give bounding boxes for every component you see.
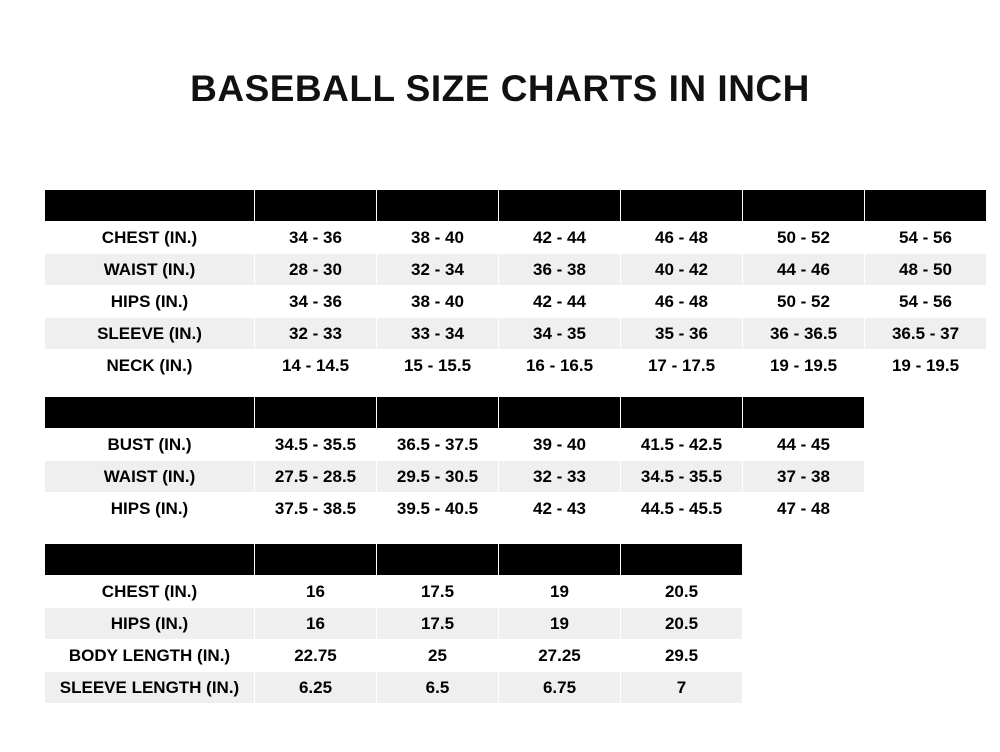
- row-label: HIPS (IN.): [45, 286, 255, 318]
- cell: 39 - 40: [499, 429, 621, 461]
- cell: 54 - 56: [865, 286, 987, 318]
- cell: 20.5: [621, 576, 743, 608]
- youth-size-table: [44, 543, 743, 704]
- cell: 44.5 - 45.5: [621, 493, 743, 525]
- table-row: [45, 640, 743, 672]
- column-header: 2XL: [743, 190, 865, 222]
- table-row: [45, 493, 865, 525]
- row-label: CHEST (IN.): [45, 576, 255, 608]
- table-header-row: [45, 190, 987, 222]
- cell: 16: [255, 608, 377, 640]
- cell: 6.25: [255, 672, 377, 704]
- cell: 37.5 - 38.5: [255, 493, 377, 525]
- cell: 27.5 - 28.5: [255, 461, 377, 493]
- cell: 17.5: [377, 608, 499, 640]
- row-label: SLEEVE (IN.): [45, 318, 255, 350]
- row-label: WAIST (IN.): [45, 461, 255, 493]
- table-header-row: [45, 544, 743, 576]
- table-row: [45, 286, 987, 318]
- cell: 19 - 19.5: [743, 350, 865, 382]
- cell: 16: [255, 576, 377, 608]
- column-header: S: [255, 397, 377, 429]
- cell: 36.5 - 37: [865, 318, 987, 350]
- mens-size-table: [44, 189, 987, 382]
- cell: 29.5 - 30.5: [377, 461, 499, 493]
- row-label: CHEST (IN.): [45, 222, 255, 254]
- row-label: HIPS (IN.): [45, 608, 255, 640]
- cell: 34.5 - 35.5: [621, 461, 743, 493]
- cell: 44 - 46: [743, 254, 865, 286]
- cell: 22.75: [255, 640, 377, 672]
- cell: 38 - 40: [377, 222, 499, 254]
- cell: 50 - 52: [743, 286, 865, 318]
- cell: 42 - 44: [499, 286, 621, 318]
- row-label: NECK (IN.): [45, 350, 255, 382]
- column-header: XL: [621, 190, 743, 222]
- cell: 46 - 48: [621, 286, 743, 318]
- row-label: BODY LENGTH (IN.): [45, 640, 255, 672]
- table-row: [45, 672, 743, 704]
- cell: 35 - 36: [621, 318, 743, 350]
- table-row: [45, 222, 987, 254]
- row-label: HIPS (IN.): [45, 493, 255, 525]
- table-row: [45, 350, 987, 382]
- cell: 25: [377, 640, 499, 672]
- table-header-row: [45, 397, 865, 429]
- column-header: 2XL: [743, 397, 865, 429]
- column-header: L: [499, 397, 621, 429]
- cell: 32 - 33: [255, 318, 377, 350]
- cell: 17 - 17.5: [621, 350, 743, 382]
- page-title: BASEBALL SIZE CHARTS IN INCH: [190, 68, 810, 109]
- cell: 34 - 36: [255, 222, 377, 254]
- cell: 6.5: [377, 672, 499, 704]
- column-header: M: [377, 544, 499, 576]
- column-header: M: [377, 190, 499, 222]
- column-header: L: [499, 190, 621, 222]
- cell: 44 - 45: [743, 429, 865, 461]
- cell: 34 - 35: [499, 318, 621, 350]
- column-header: S: [255, 544, 377, 576]
- table-row: [45, 608, 743, 640]
- column-header: 3XL: [865, 190, 987, 222]
- cell: 16 - 16.5: [499, 350, 621, 382]
- table-row: [45, 254, 987, 286]
- cell: 48 - 50: [865, 254, 987, 286]
- table-row: [45, 429, 865, 461]
- cell: 42 - 43: [499, 493, 621, 525]
- cell: 19: [499, 576, 621, 608]
- cell: 42 - 44: [499, 222, 621, 254]
- column-header: MEN'S: [45, 190, 255, 222]
- womens-size-table: [44, 396, 865, 525]
- cell: 39.5 - 40.5: [377, 493, 499, 525]
- cell: 54 - 56: [865, 222, 987, 254]
- table-row: [45, 318, 987, 350]
- cell: 14 - 14.5: [255, 350, 377, 382]
- cell: 41.5 - 42.5: [621, 429, 743, 461]
- cell: 32 - 34: [377, 254, 499, 286]
- cell: 37 - 38: [743, 461, 865, 493]
- cell: 34 - 36: [255, 286, 377, 318]
- row-label: WAIST (IN.): [45, 254, 255, 286]
- column-header: XL: [621, 544, 743, 576]
- column-header: M: [377, 397, 499, 429]
- cell: 15 - 15.5: [377, 350, 499, 382]
- row-label: SLEEVE LENGTH (IN.): [45, 672, 255, 704]
- cell: 50 - 52: [743, 222, 865, 254]
- cell: 7: [621, 672, 743, 704]
- cell: 20.5: [621, 608, 743, 640]
- column-header: WOMEN'S: [45, 397, 255, 429]
- cell: 28 - 30: [255, 254, 377, 286]
- table-row: [45, 461, 865, 493]
- row-label: BUST (IN.): [45, 429, 255, 461]
- column-header: L: [499, 544, 621, 576]
- cell: 33 - 34: [377, 318, 499, 350]
- cell: 19: [499, 608, 621, 640]
- column-header: YOUTH: [45, 544, 255, 576]
- cell: 47 - 48: [743, 493, 865, 525]
- cell: 29.5: [621, 640, 743, 672]
- table-row: [45, 576, 743, 608]
- cell: 40 - 42: [621, 254, 743, 286]
- column-header: S: [255, 190, 377, 222]
- cell: 46 - 48: [621, 222, 743, 254]
- cell: 6.75: [499, 672, 621, 704]
- cell: 32 - 33: [499, 461, 621, 493]
- cell: 36.5 - 37.5: [377, 429, 499, 461]
- cell: 38 - 40: [377, 286, 499, 318]
- column-header: XL: [621, 397, 743, 429]
- cell: 36 - 38: [499, 254, 621, 286]
- cell: 27.25: [499, 640, 621, 672]
- cell: 34.5 - 35.5: [255, 429, 377, 461]
- cell: 19 - 19.5: [865, 350, 987, 382]
- cell: 36 - 36.5: [743, 318, 865, 350]
- cell: 17.5: [377, 576, 499, 608]
